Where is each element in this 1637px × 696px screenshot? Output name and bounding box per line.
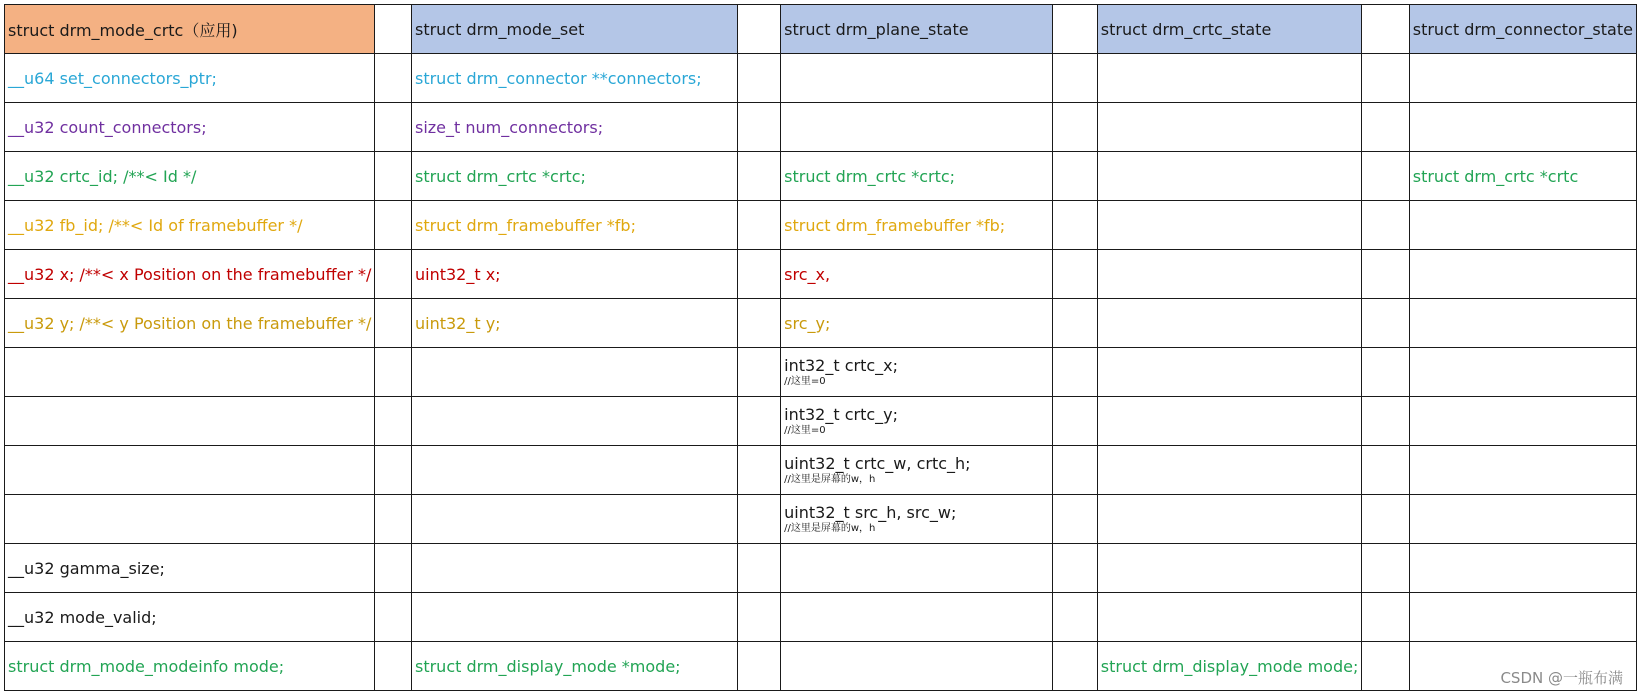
empty-cell: [411, 397, 737, 446]
empty-cell: [1362, 103, 1409, 152]
empty-cell: [738, 397, 781, 446]
empty-cell: [1409, 299, 1636, 348]
table-row: [5, 348, 1637, 397]
table-row: [5, 299, 1637, 348]
empty-cell: [1097, 299, 1362, 348]
empty-cell: [781, 544, 1053, 593]
empty-cell: [738, 250, 781, 299]
empty-cell: [1362, 642, 1409, 691]
empty-cell: [1053, 54, 1098, 103]
empty-cell: [1053, 593, 1098, 642]
table-cell: __u64 set_connectors_ptr;: [5, 54, 375, 103]
empty-cell: [1097, 446, 1362, 495]
table-body: [5, 54, 1637, 691]
empty-cell: [781, 54, 1053, 103]
cell-code: int32_t crtc_y;: [784, 404, 899, 424]
empty-cell: [738, 103, 781, 152]
cell-code: uint32_t src_h, src_w;: [784, 502, 957, 522]
empty-cell: [375, 54, 412, 103]
empty-cell: [375, 495, 412, 544]
empty-cell: [1409, 495, 1636, 544]
empty-cell: [375, 201, 412, 250]
empty-cell: [738, 201, 781, 250]
empty-cell: [1362, 593, 1409, 642]
table-cell: struct drm_crtc *crtc;: [411, 152, 737, 201]
table-cell: src_x,: [781, 250, 1053, 299]
empty-cell: [1053, 348, 1098, 397]
empty-cell: [5, 495, 375, 544]
table-row: [5, 152, 1637, 201]
empty-cell: [1362, 446, 1409, 495]
empty-cell: [1097, 544, 1362, 593]
header-row: [5, 5, 1637, 54]
empty-cell: [1409, 593, 1636, 642]
empty-cell: [738, 54, 781, 103]
empty-cell: [1097, 348, 1362, 397]
cell-note: //这里=0: [784, 424, 826, 436]
empty-cell: [738, 495, 781, 544]
spacer-header-cell: [1053, 5, 1098, 54]
empty-cell: [1097, 201, 1362, 250]
empty-cell: [1409, 103, 1636, 152]
table-cell: [781, 397, 1053, 446]
cell-code: uint32_t crtc_w, crtc_h;: [784, 453, 971, 473]
empty-cell: [1409, 446, 1636, 495]
empty-cell: [1409, 544, 1636, 593]
header-cell: struct drm_mode_crtc（应用): [5, 5, 375, 54]
header-cell: struct drm_mode_set: [411, 5, 737, 54]
empty-cell: [1362, 299, 1409, 348]
empty-cell: [1097, 250, 1362, 299]
empty-cell: [1362, 201, 1409, 250]
empty-cell: [738, 544, 781, 593]
cell-note: //这里是屏幕的w，h: [784, 473, 876, 485]
table-cell: struct drm_display_mode *mode;: [411, 642, 737, 691]
empty-cell: [1409, 348, 1636, 397]
table-row: [5, 54, 1637, 103]
empty-cell: [375, 250, 412, 299]
empty-cell: [1053, 250, 1098, 299]
header-cell: struct drm_plane_state: [781, 5, 1053, 54]
empty-cell: [1053, 446, 1098, 495]
spacer-header-cell: [1362, 5, 1409, 54]
empty-cell: [411, 446, 737, 495]
empty-cell: [781, 103, 1053, 152]
table-row: [5, 250, 1637, 299]
empty-cell: [1053, 299, 1098, 348]
table-row: [5, 397, 1637, 446]
empty-cell: [1362, 544, 1409, 593]
empty-cell: [738, 152, 781, 201]
empty-cell: [738, 593, 781, 642]
table-row: [5, 642, 1637, 691]
empty-cell: [1362, 495, 1409, 544]
header-cell: struct drm_crtc_state: [1097, 5, 1362, 54]
empty-cell: [1409, 250, 1636, 299]
empty-cell: [781, 642, 1053, 691]
empty-cell: [1362, 397, 1409, 446]
empty-cell: [1097, 103, 1362, 152]
table-cell: __u32 gamma_size;: [5, 544, 375, 593]
empty-cell: [1409, 54, 1636, 103]
table-cell: struct drm_framebuffer *fb;: [781, 201, 1053, 250]
empty-cell: [375, 397, 412, 446]
empty-cell: [411, 544, 737, 593]
table-cell: [781, 495, 1053, 544]
empty-cell: [5, 397, 375, 446]
empty-cell: [1053, 152, 1098, 201]
table-cell: [781, 348, 1053, 397]
empty-cell: [411, 495, 737, 544]
empty-cell: [375, 299, 412, 348]
empty-cell: [375, 642, 412, 691]
empty-cell: [411, 593, 737, 642]
empty-cell: [738, 348, 781, 397]
empty-cell: [375, 544, 412, 593]
table-cell: struct drm_display_mode mode;: [1097, 642, 1362, 691]
empty-cell: [1053, 201, 1098, 250]
empty-cell: [781, 593, 1053, 642]
table-row: [5, 103, 1637, 152]
table-cell: struct drm_framebuffer *fb;: [411, 201, 737, 250]
table-cell: struct drm_mode_modeinfo mode;: [5, 642, 375, 691]
empty-cell: [1097, 593, 1362, 642]
cell-note: //这里是屏幕的w，h: [784, 522, 876, 534]
table-cell: __u32 fb_id; /**< Id of framebuffer */: [5, 201, 375, 250]
header-cell: struct drm_connector_state: [1409, 5, 1636, 54]
table-cell: src_y;: [781, 299, 1053, 348]
empty-cell: [375, 103, 412, 152]
table-cell: [781, 446, 1053, 495]
empty-cell: [411, 348, 737, 397]
empty-cell: [1053, 397, 1098, 446]
table-cell: __u32 count_connectors;: [5, 103, 375, 152]
empty-cell: [1362, 54, 1409, 103]
empty-cell: [1409, 201, 1636, 250]
cell-note: //这里=0: [784, 375, 826, 387]
spacer-header-cell: [375, 5, 412, 54]
empty-cell: [5, 446, 375, 495]
table-cell: __u32 crtc_id; /**< Id */: [5, 152, 375, 201]
empty-cell: [738, 446, 781, 495]
empty-cell: [375, 446, 412, 495]
table-cell: struct drm_crtc *crtc: [1409, 152, 1636, 201]
empty-cell: [375, 593, 412, 642]
empty-cell: [1409, 397, 1636, 446]
struct-mapping-table: [4, 4, 1637, 691]
empty-cell: [1053, 544, 1098, 593]
watermark: CSDN @一瓶布满: [1500, 669, 1623, 687]
table-row: [5, 495, 1637, 544]
table-row: [5, 593, 1637, 642]
empty-cell: [738, 299, 781, 348]
table-row: [5, 446, 1637, 495]
empty-cell: [1097, 152, 1362, 201]
empty-cell: [1097, 54, 1362, 103]
table-cell: __u32 x; /**< x Position on the framebuffer */: [5, 250, 375, 299]
table-row: [5, 201, 1637, 250]
table-cell: size_t num_connectors;: [411, 103, 737, 152]
empty-cell: [1362, 250, 1409, 299]
empty-cell: [1362, 152, 1409, 201]
table-row: [5, 544, 1637, 593]
empty-cell: [738, 642, 781, 691]
empty-cell: [1097, 397, 1362, 446]
table-cell: uint32_t y;: [411, 299, 737, 348]
spacer-header-cell: [738, 5, 781, 54]
table-cell: uint32_t x;: [411, 250, 737, 299]
table-cell: __u32 mode_valid;: [5, 593, 375, 642]
empty-cell: [1362, 348, 1409, 397]
empty-cell: [375, 348, 412, 397]
empty-cell: [1053, 103, 1098, 152]
empty-cell: [1053, 495, 1098, 544]
empty-cell: [1097, 495, 1362, 544]
empty-cell: [5, 348, 375, 397]
empty-cell: [1053, 642, 1098, 691]
table-cell: __u32 y; /**< y Position on the framebuffer */: [5, 299, 375, 348]
table-cell: struct drm_connector **connectors;: [411, 54, 737, 103]
table-cell: struct drm_crtc *crtc;: [781, 152, 1053, 201]
empty-cell: [375, 152, 412, 201]
cell-code: int32_t crtc_x;: [784, 355, 899, 375]
